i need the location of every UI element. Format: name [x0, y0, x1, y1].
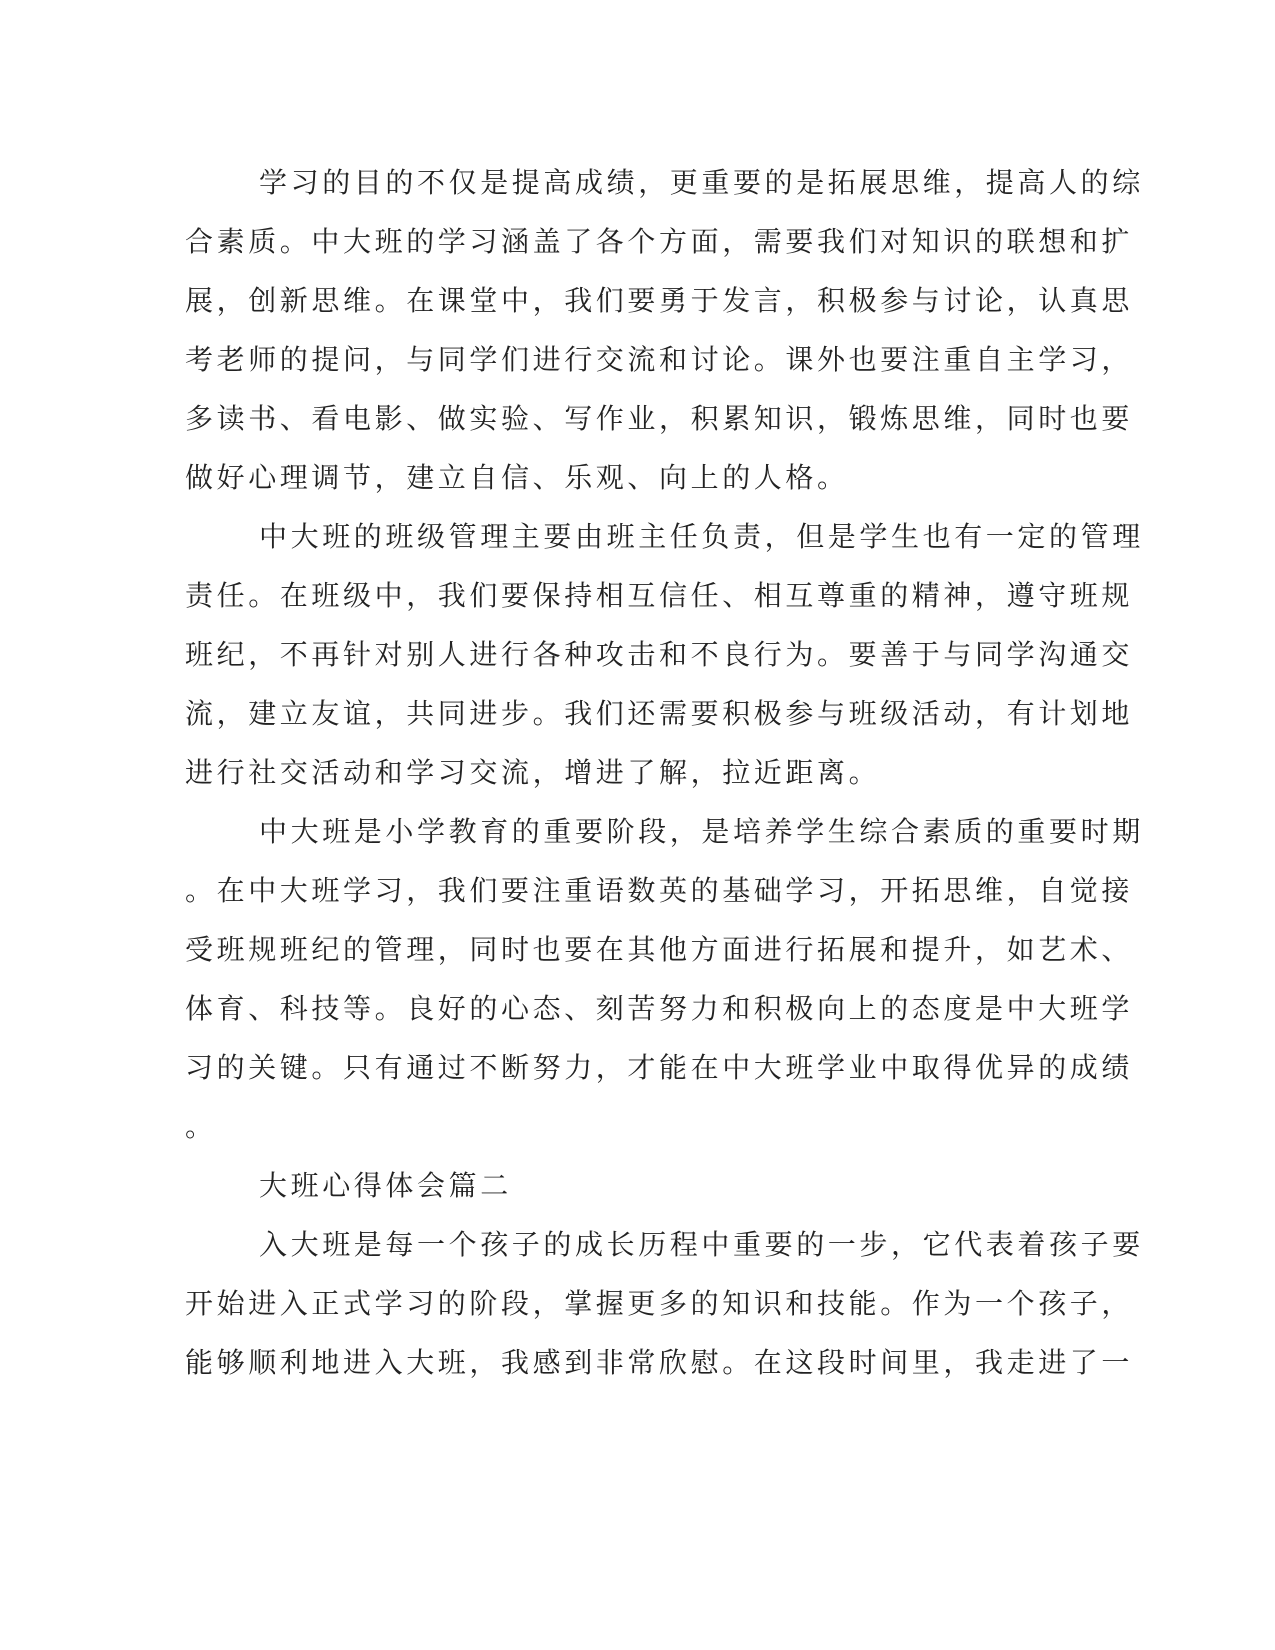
paragraph-line: 班纪，不再针对别人进行各种攻击和不良行为。要善于与同学沟通交 — [185, 638, 1134, 671]
paragraph-line: 做好心理调节，建立自信、乐观、向上的人格。 — [185, 461, 849, 494]
paragraph-line: 习的关键。只有通过不断努力，才能在中大班学业中取得优异的成绩 — [185, 1051, 1134, 1084]
paragraph-line: 。 — [185, 1110, 217, 1143]
paragraph-line: 展，创新思维。在课堂中，我们要勇于发言，积极参与讨论，认真思 — [185, 284, 1134, 317]
paragraph-line: 中大班的班级管理主要由班主任负责，但是学生也有一定的管理 — [259, 520, 1144, 553]
paragraph-line: 学习的目的不仅是提高成绩，更重要的是拓展思维，提高人的综 — [259, 166, 1144, 199]
paragraph-line: 责任。在班级中，我们要保持相互信任、相互尊重的精神，遵守班规 — [185, 579, 1134, 612]
paragraph-line: 受班规班纪的管理，同时也要在其他方面进行拓展和提升，如艺术、 — [185, 933, 1134, 966]
paragraph-line: 体育、科技等。良好的心态、刻苦努力和积极向上的态度是中大班学 — [185, 992, 1134, 1025]
paragraph-line: 流，建立友谊，共同进步。我们还需要积极参与班级活动，有计划地 — [185, 697, 1134, 730]
paragraph-line: 能够顺利地进入大班，我感到非常欣慰。在这段时间里，我走进了一 — [185, 1346, 1134, 1379]
paragraph-line: 。在中大班学习，我们要注重语数英的基础学习，开拓思维，自觉接 — [185, 874, 1134, 907]
paragraph-line: 考老师的提问，与同学们进行交流和讨论。课外也要注重自主学习， — [185, 343, 1134, 376]
paragraph-line: 合素质。中大班的学习涵盖了各个方面，需要我们对知识的联想和扩 — [185, 225, 1134, 258]
paragraph-line: 进行社交活动和学习交流，增进了解，拉近距离。 — [185, 756, 881, 789]
paragraph-line: 多读书、看电影、做实验、写作业，积累知识，锻炼思维，同时也要 — [185, 402, 1134, 435]
paragraph-line: 开始进入正式学习的阶段，掌握更多的知识和技能。作为一个孩子， — [185, 1287, 1134, 1320]
paragraph-line: 入大班是每一个孩子的成长历程中重要的一步，它代表着孩子要 — [259, 1228, 1144, 1261]
paragraph-line: 中大班是小学教育的重要阶段，是培养学生综合素质的重要时期 — [259, 815, 1144, 848]
section-heading: 大班心得体会篇二 — [259, 1169, 512, 1202]
